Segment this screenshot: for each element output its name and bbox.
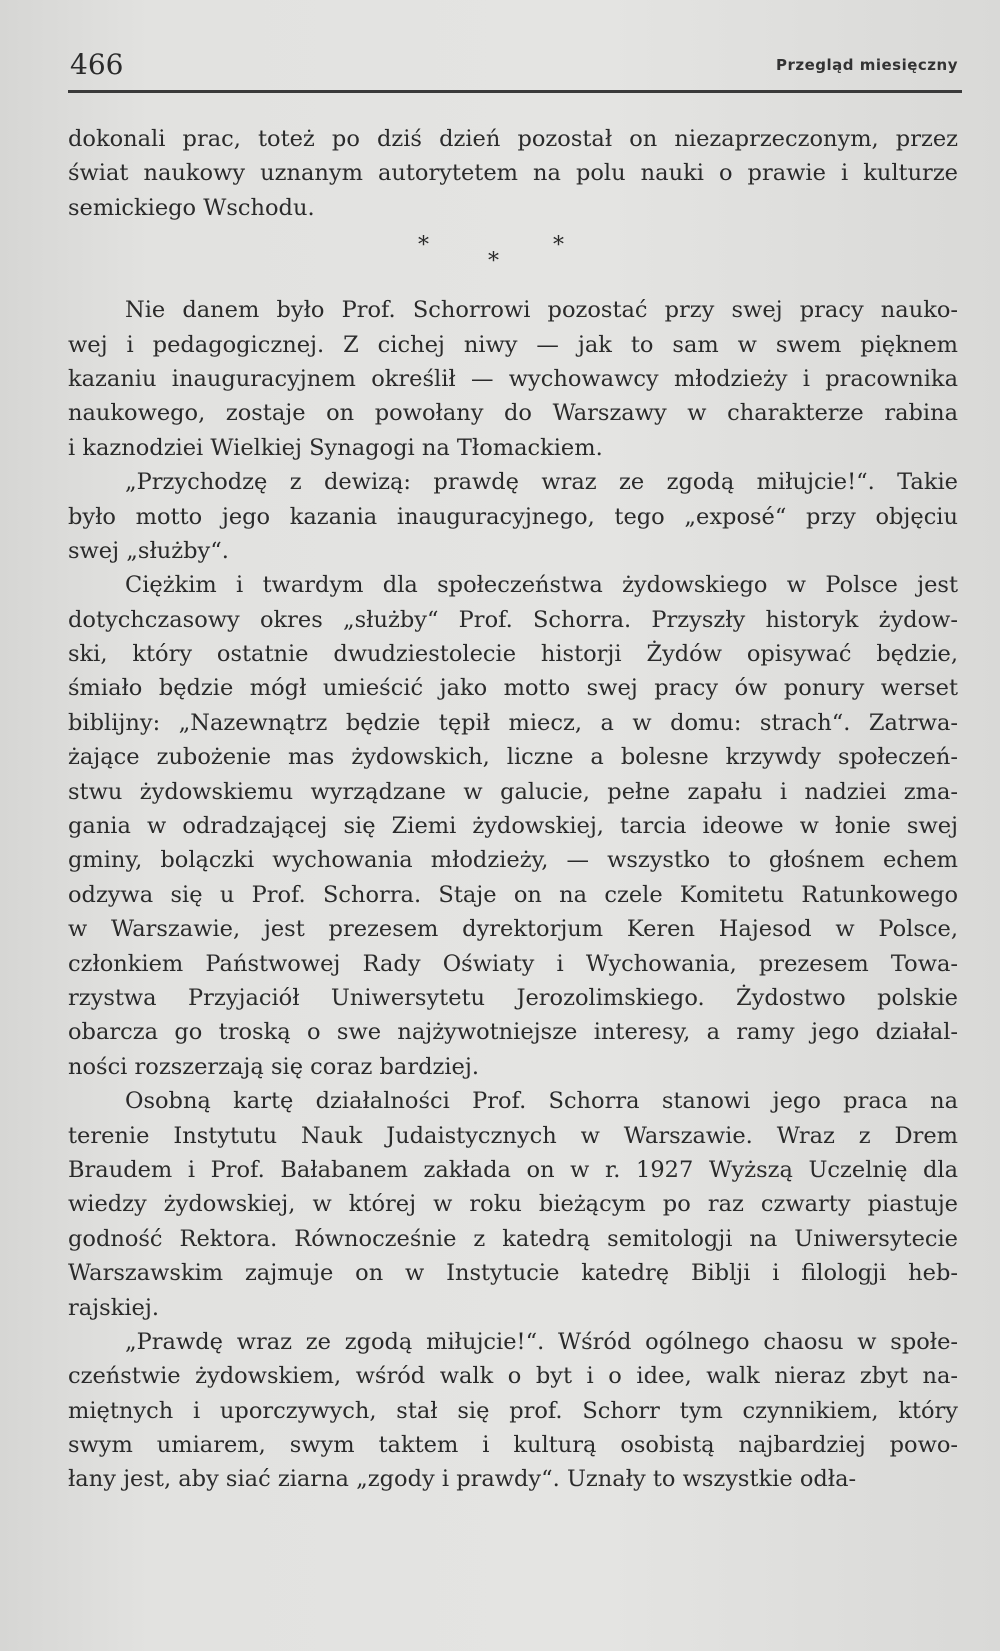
text-line: rajskiej. — [68, 1294, 159, 1321]
text-line: miętnych i uporczywych, stał się prof. Schorr tym czynnikiem, który — [68, 1397, 958, 1424]
text-line: godność Rektora. Równocześnie z katedrą semitologji na Uniwersytecie — [68, 1225, 958, 1252]
text-line: semickiego Wschodu. — [68, 194, 315, 221]
text-line: w Warszawie, jest prezesem dyrektorjum Keren Hajesod w Polsce, — [68, 916, 958, 943]
text-line: ski, który ostatnie dwudziestolecie historji Żydów opisywać będzie, — [68, 641, 958, 668]
body-text — [68, 122, 958, 1497]
text-line: odzywa się u Prof. Schorra. Staje on na czele Komitetu Ratunkowego — [68, 881, 958, 908]
text-line: gania w odradzającej się Ziemi żydowskiej, tarcia ideowe w łonie swej — [68, 813, 958, 840]
text-line: i kaznodziei Wielkiej Synagogi na Tłomackiem. — [68, 434, 603, 461]
text-line: dokonali prac, toteż po dziś dzień pozostał on niezaprzeczonym, przez — [68, 126, 958, 152]
text-line: czeństwie żydowskiem, wśród walk o byt i o idee, walk nieraz zbyt na- — [68, 1363, 958, 1390]
text-line: terenie Instytutu Nauk Judaistycznych w Warszawie. Wraz z Drem — [68, 1122, 958, 1149]
paragraph — [68, 1325, 958, 1497]
asterisk: * — [418, 233, 429, 259]
text-line: żające zubożenie mas żydowskich, liczne a bolesne krzywdy społeczeń- — [68, 744, 958, 771]
asterisk: * — [553, 233, 564, 259]
text-line: rzystwa Przyjaciół Uniwersytetu Jerozolimskiego. Żydostwo polskie — [68, 984, 958, 1011]
header-rule — [68, 90, 962, 93]
paragraph — [68, 293, 958, 465]
text-line: śmiało będzie mógł umieścić jako motto swej pracy ów ponury werset — [68, 675, 958, 702]
text-line: gminy, bolączki wychowania młodzieży, — wszystko to głośnem echem — [68, 847, 958, 874]
text-line: Braudem i Prof. Bałabanem zakłada on w r. 1927 Wyższą Uczelnię dla — [68, 1156, 958, 1183]
text-line: dotychczasowy okres „służby“ Prof. Schorra. Przyszły historyk żydow- — [68, 606, 958, 633]
text-line: wej i pedagogicznej. Z cichej niwy — jak to sam w swem pięknem — [68, 331, 958, 358]
text-line: świat naukowy uznanym autorytetem na polu nauki o prawie i kulturze — [68, 160, 958, 187]
text-line: było motto jego kazania inauguracyjnego, tego „exposé“ przy objęciu — [68, 503, 958, 530]
text-line: swym umiarem, swym taktem i kulturą osobistą najbardziej powo- — [68, 1432, 958, 1459]
text-line: obarcza go troską o swe najżywotniejsze interesy, a ramy jego działal- — [68, 1019, 958, 1046]
text-line: naukowego, zostaje on powołany do Warszawy w charakterze rabina — [68, 400, 958, 427]
text-line: ności rozszerzają się coraz bardziej. — [68, 1053, 479, 1080]
page-number: 466 — [70, 48, 124, 81]
text-line: swej „służby“. — [68, 537, 229, 564]
paragraph — [68, 1084, 958, 1325]
text-line: łany jest, aby siać ziarna „zgody i prawdy“. Uznały to wszystkie odła- — [68, 1466, 857, 1493]
text-line: stwu żydowskiemu wyrządzane w galucie, pełne zapału i nadziei zma- — [68, 778, 958, 805]
text-line: Ciężkim i twardym dla społeczeństwa żydowskiego w Polsce jest — [125, 572, 958, 599]
asterisk: * — [488, 249, 499, 275]
paragraph — [68, 122, 958, 225]
paragraph — [68, 568, 958, 1084]
text-line: wiedzy żydowskiej, w której w roku bieżącym po raz czwarty piastuje — [68, 1191, 958, 1218]
text-line: Nie danem było Prof. Schorrowi pozostać przy swej pracy nauko- — [125, 297, 958, 324]
text-line: biblijny: „Nazewnątrz będzie tępił miecz, a w domu: strach“. Zatrwa- — [68, 709, 958, 736]
text-line: Warszawskim zajmuje on w Instytucie katedrę Biblji i filologji heb- — [68, 1260, 958, 1287]
page-header — [68, 48, 958, 84]
running-title: Przegląd miesięczny — [775, 56, 958, 74]
paragraph — [68, 465, 958, 568]
text-line: „Prawdę wraz ze zgodą miłujcie!“. Wśród ogólnego chaosu w społe- — [125, 1328, 958, 1355]
text-line: kazaniu inauguracyjnem określił — wychowawcy młodzieży i pracownika — [68, 365, 958, 392]
section-separator — [68, 225, 958, 293]
text-line: Osobną kartę działalności Prof. Schorra stanowi jego praca na — [125, 1088, 958, 1115]
text-line: „Przychodzę z dewizą: prawdę wraz ze zgodą miłujcie!“. Takie — [125, 469, 958, 496]
text-line: członkiem Państwowej Rady Oświaty i Wychowania, prezesem Towa- — [68, 950, 958, 977]
